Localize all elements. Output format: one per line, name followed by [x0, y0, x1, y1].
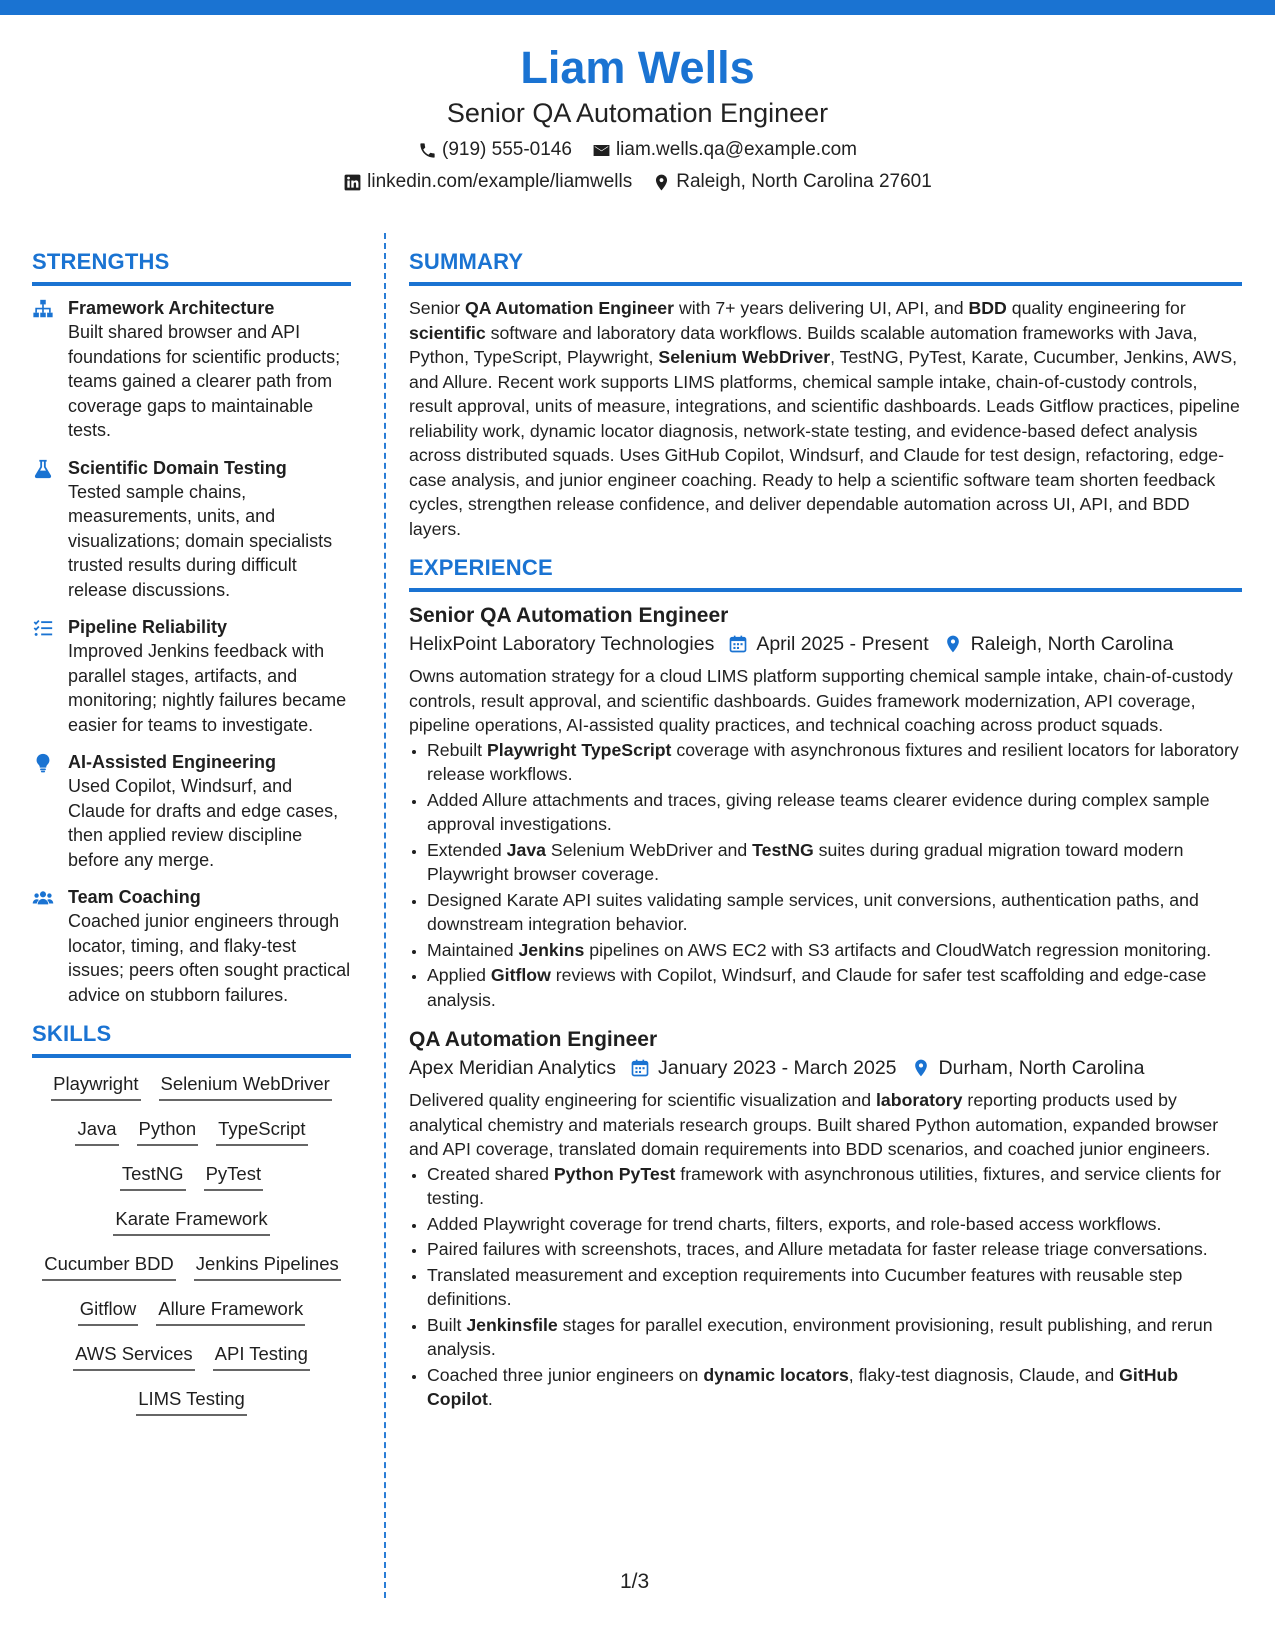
left-column: [32, 248, 351, 1416]
text-run: suites during gradual migration toward modern Playwright browser coverage.: [427, 839, 1184, 884]
text-run: quality engineering for: [1006, 298, 1186, 318]
skill-tag: Karate Framework: [113, 1207, 269, 1236]
strength-description: Used Copilot, Windsurf, and Claude for drafts and edge cases, then applied review discipline before any merge.: [68, 776, 339, 870]
strength-item: [32, 456, 351, 603]
linkedin-url: linkedin.com/example/liamwells: [367, 171, 633, 192]
strength-title: AI-Assisted Engineering: [68, 752, 277, 772]
strength-item: [32, 296, 351, 443]
phone-contact[interactable]: [418, 138, 572, 162]
skill-tag: Cucumber BDD: [42, 1252, 176, 1281]
bold-keyword: Jenkinsfile: [466, 1314, 558, 1335]
text-run: reporting products used by analytical chemistry and materials research groups. Built shared Python automation, expanded browser and API coverage, translated domain requirements into BDD scenarios, and coached junior engineers.: [409, 1090, 1219, 1159]
strengths-heading: STRENGTHS: [32, 248, 351, 286]
text-run: , TestNG, PyTest, Karate, Cucumber, Jenkins, AWS, and Allure. Recent work supports LIMS platforms, chemical sample intake, chain-of-custody controls, result approval, units of measure, integrations, and scientific dashboards. Leads Gitflow practices, pipeline reliability work, dynamic locator diagnosis, network-state testing, and evidence-based defect analysis across distributed squads. Uses GitHub Copilot, Windsurf, and Claude for test design, refactoring, edge-case analysis, and junior engineer coaching. Ready to help a scientific software team shorten feedback cycles, strengthen release confidence, and deliver dependable automation across UI, API, and BDD layers.: [409, 347, 1240, 539]
sitemap-icon: [32, 298, 54, 320]
list-check-icon: [32, 617, 54, 639]
company-name: Apex Meridian Analytics: [409, 1057, 617, 1079]
skill-tag: Python: [137, 1117, 199, 1146]
phone-number: (919) 555-0146: [442, 139, 572, 160]
location-contact: [652, 170, 932, 194]
email-contact[interactable]: [592, 138, 857, 162]
bold-keyword: QA Automation Engineer: [465, 298, 675, 318]
text-run: Selenium WebDriver and: [546, 839, 753, 860]
strength-description: Coached junior engineers through locator, timing, and flaky-test issues; peers often sought practical advice on stubborn failures.: [68, 911, 351, 1005]
job-location: Durham, North Carolina: [938, 1057, 1145, 1079]
text-run: coverage with asynchronous fixtures and resilient locators for laboratory release workflows.: [427, 739, 1239, 784]
strength-item: [32, 885, 351, 1007]
achievement-item: [427, 888, 1242, 937]
achievement-item: [427, 738, 1242, 787]
strength-title: Pipeline Reliability: [68, 617, 228, 637]
text-run: Paired failures with screenshots, traces, and Allure metadata for faster release triage conversations.: [427, 1239, 1208, 1259]
skill-tag: Java: [75, 1117, 118, 1146]
job-description: [409, 1088, 1242, 1162]
map-pin-icon: [911, 1058, 931, 1078]
text-run: software and laboratory data workflows. Builds scalable automation frameworks with Java, Python, TypeScript, Playwright,: [409, 322, 1198, 367]
email-address: liam.wells.qa@example.com: [615, 139, 857, 160]
flask-icon: [32, 458, 54, 480]
bold-keyword: Playwright TypeScript: [486, 739, 672, 760]
calendar-icon: [630, 1058, 650, 1078]
strength-description: Built shared browser and API foundations for scientific products; teams gained a clearer path from coverage gaps to maintainable tests.: [68, 322, 341, 440]
skills-list: [32, 1068, 351, 1416]
bold-keyword: GitHub Copilot: [427, 1364, 1179, 1409]
summary-text: [409, 296, 1242, 541]
text-run: Translated measurement and exception requirements into Cucumber features with reusable step definitions.: [427, 1264, 1183, 1309]
job-entry: [409, 1026, 1242, 1412]
job-entry: [409, 602, 1242, 1012]
text-run: Added Playwright coverage for trend charts, filters, exports, and role-based access workflows.: [427, 1213, 1162, 1234]
text-run: Built: [427, 1314, 467, 1335]
achievement-item: [427, 1162, 1242, 1211]
skill-tag: API Testing: [213, 1342, 310, 1371]
achievement-item: [427, 938, 1242, 963]
job-location: Raleigh, North Carolina: [970, 633, 1174, 655]
achievement-item: [427, 1263, 1242, 1312]
contact-row-1: [0, 138, 1275, 162]
achievement-item: [427, 1237, 1242, 1262]
bold-keyword: Jenkins: [518, 939, 585, 960]
bold-keyword: scientific: [409, 322, 486, 343]
skill-tag: PyTest: [204, 1162, 264, 1191]
text-run: Senior: [409, 298, 466, 318]
candidate-title: Senior QA Automation Engineer: [446, 98, 829, 128]
skill-tag: LIMS Testing: [136, 1387, 247, 1416]
resume-header: [0, 40, 1275, 194]
text-run: Designed Karate API suites validating sample services, unit conversions, authentication paths, and downstream integration behavior.: [427, 889, 1199, 934]
bold-keyword: laboratory: [876, 1090, 963, 1110]
linkedin-icon: [343, 173, 362, 192]
text-run: .: [487, 1389, 493, 1409]
text-run: framework with asynchronous utilities, fixtures, and service clients for testing.: [427, 1163, 1221, 1208]
map-pin-icon: [652, 173, 671, 192]
bold-keyword: Python PyTest: [553, 1163, 676, 1184]
strength-description: Improved Jenkins feedback with parallel stages, artifacts, and monitoring; nightly failures became easier for teams to investigate.: [68, 641, 347, 735]
bold-keyword: TestNG: [752, 839, 814, 860]
bold-keyword: BDD: [968, 298, 1007, 318]
skill-tag: TypeScript: [216, 1117, 307, 1146]
top-accent-bar: [0, 0, 1275, 15]
strength-item: [32, 750, 351, 872]
experience-heading: EXPERIENCE: [409, 554, 1242, 592]
right-column: [409, 248, 1242, 1426]
page-number: 1/3: [620, 1570, 650, 1593]
text-run: with 7+ years delivering UI, API, and: [674, 298, 969, 318]
text-run: stages for parallel execution, environment provisioning, result publishing, and rerun analysis.: [427, 1314, 1213, 1359]
calendar-icon: [728, 634, 748, 654]
job-title: Senior QA Automation Engineer: [409, 604, 729, 627]
skill-tag: Gitflow: [78, 1297, 139, 1326]
skill-tag: Allure Framework: [156, 1297, 305, 1326]
bold-keyword: Gitflow: [490, 965, 551, 985]
job-dates: April 2025 - Present: [756, 633, 929, 655]
bold-keyword: Java: [506, 839, 547, 860]
text-run: reviews with Copilot, Windsurf, and Claude for safer test scaffolding and edge-case analysis.: [427, 965, 1207, 1010]
achievement-list: [409, 1162, 1242, 1412]
envelope-icon: [592, 141, 611, 160]
job-title: QA Automation Engineer: [409, 1028, 658, 1051]
strength-title: Framework Architecture: [68, 298, 275, 318]
text-run: pipelines on AWS EC2 with S3 artifacts and CloudWatch regression monitoring.: [584, 939, 1212, 960]
strength-title: Team Coaching: [68, 887, 201, 907]
contact-row-2: [0, 170, 1275, 194]
phone-icon: [418, 141, 437, 160]
text-run: Applied: [427, 965, 491, 985]
job-dates: January 2023 - March 2025: [658, 1057, 897, 1079]
job-meta: [409, 630, 1242, 658]
company-name: HelixPoint Laboratory Technologies: [409, 633, 715, 655]
linkedin-contact[interactable]: [343, 170, 632, 194]
text-run: Maintained: [427, 939, 519, 960]
experience-list: [409, 602, 1242, 1412]
strength-item: [32, 615, 351, 737]
skill-tag: Playwright: [51, 1072, 140, 1101]
skill-tag: AWS Services: [73, 1342, 195, 1371]
achievement-item: [427, 963, 1242, 1012]
location-text: Raleigh, North Carolina 27601: [676, 171, 932, 192]
strength-title: Scientific Domain Testing: [68, 457, 287, 478]
summary-heading: SUMMARY: [409, 248, 1242, 286]
achievement-item: [427, 1363, 1242, 1412]
achievement-item: [427, 788, 1242, 837]
skill-tag: TestNG: [120, 1162, 186, 1191]
column-divider: [384, 233, 386, 1598]
text-run: Extended: [427, 839, 507, 860]
lightbulb-icon: [32, 752, 54, 774]
strength-description: Tested sample chains, measurements, units, and visualizations; domain specialists trusted results during difficult release discussions.: [68, 481, 333, 600]
skill-tag: Selenium WebDriver: [159, 1072, 332, 1101]
text-run: Added Allure attachments and traces, giving release teams clearer evidence during complex sample approval investigations.: [427, 789, 1210, 834]
achievement-item: [427, 1313, 1242, 1362]
bold-keyword: dynamic locators: [703, 1364, 849, 1385]
bold-keyword: Selenium WebDriver: [658, 347, 831, 367]
achievement-item: [427, 838, 1242, 887]
achievement-item: [427, 1212, 1242, 1237]
achievement-list: [409, 738, 1242, 1013]
text-run: Rebuilt: [427, 739, 487, 760]
text-run: Coached three junior engineers on: [427, 1364, 704, 1385]
map-pin-icon: [943, 634, 963, 654]
users-icon: [32, 887, 54, 909]
text-run: Delivered quality engineering for scientific visualization and: [409, 1090, 877, 1110]
job-description: Owns automation strategy for a cloud LIMS platform supporting chemical sample intake, chain-of-custody controls, result approval, and scientific dashboards. Guides framework modernization, API coverage, pipeline operations, AI-assisted quality practices, and technical coaching across product squads.: [409, 666, 1233, 735]
job-meta: [409, 1054, 1242, 1082]
text-run: , flaky-test diagnosis, Claude, and: [848, 1364, 1120, 1385]
candidate-name: Liam Wells: [520, 42, 755, 93]
skill-tag: Jenkins Pipelines: [194, 1252, 341, 1281]
skills-heading: SKILLS: [32, 1020, 351, 1058]
text-run: Created shared: [427, 1163, 554, 1184]
